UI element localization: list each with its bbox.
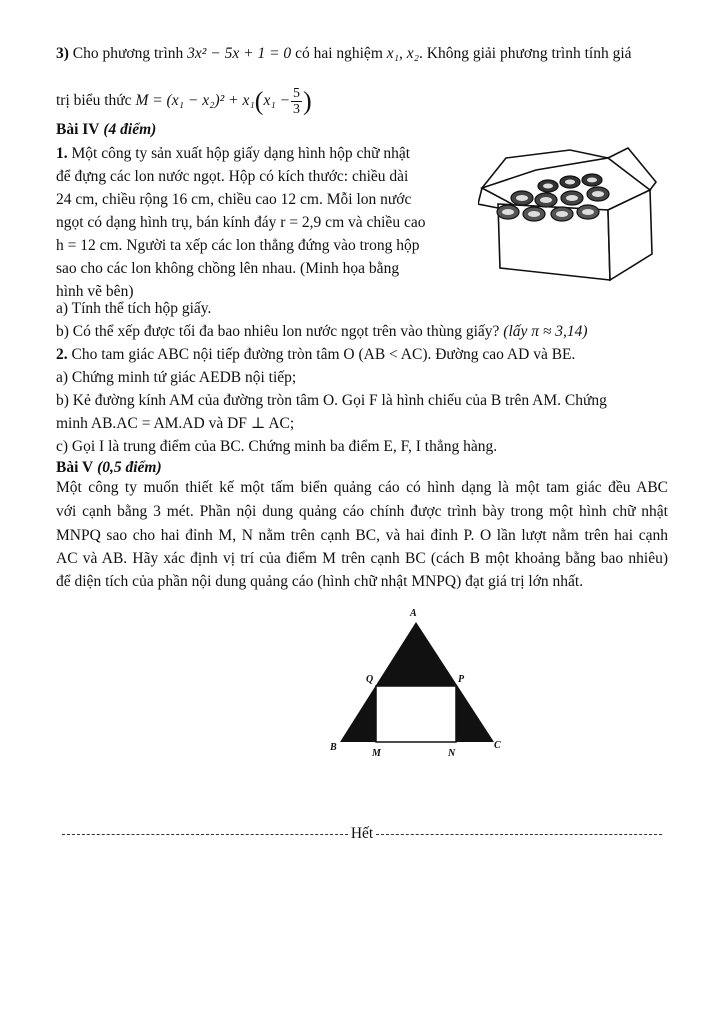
bai4-p1-line-6: hình vẽ bên): [56, 283, 134, 300]
q3-text-4: trị biểu thức: [56, 92, 136, 110]
bai4-b1: [56, 322, 588, 342]
label-m: M: [372, 748, 381, 759]
q3-text-2: có hai nghiệm: [291, 45, 387, 62]
bai4-p1-line-3: ngọt có dạng hình trụ, bán kính đáy r = 2,9 cm và chiều cao: [56, 214, 426, 231]
q3-text-3: . Không giải phương trình tính giá: [419, 45, 632, 62]
bai4-p1-line-0: [56, 144, 410, 164]
q3-expression-a: M = (x₁ − x₂)² + x₁: [135, 92, 255, 110]
bai5-line-2: MNPQ sao cho hai đỉnh M, N nằm trên cạnh BC, và hai đỉnh P. O lần lượt nằm trên hai cạnh: [56, 527, 668, 544]
end-marker: [62, 824, 662, 844]
label-n: N: [448, 748, 456, 759]
q3-line-2: trị biểu thức M = (x₁ − x₂)² + x₁(x₁ − $\frac{5}{3}$ ): [56, 86, 312, 117]
q3-fraction-num: 5: [293, 86, 301, 101]
bai5-line-1: với cạnh bằng 3 mét. Phần nội dung quảng cáo chính được trình bày trong một hình chữ nhật: [56, 503, 668, 520]
bai5-line-0: Một công ty muốn thiết kế một tấm biển quảng cáo có hình dạng là một tam giác đều ABC: [56, 479, 668, 496]
bai4-a1: a) Tính thể tích hộp giấy.: [56, 300, 212, 317]
bai4-p1-line-2: 24 cm, chiều rộng 16 cm, chiều cao 12 cm. Mỗi lon nước: [56, 191, 412, 208]
rectangle-mnpq: [376, 686, 456, 742]
dashed-line-right: [376, 834, 662, 835]
bai4-p1-line-4: h = 12 cm. Người ta xếp các lon thẳng đứng vào trong hộp: [56, 237, 420, 254]
q3-expression-b: x₁ −: [263, 92, 291, 110]
q3-number: 3): [56, 45, 69, 62]
bai4-a2: a) Chứng minh tứ giác AEDB nội tiếp;: [56, 369, 297, 386]
bai4-title: Bài IV: [56, 121, 100, 138]
bai4-heading: [56, 120, 156, 140]
bai5-line-3: AC và AB. Hãy xác định vị trí của điểm M trên cạnh BC (cách B một khoảng bằng bao nhiêu): [56, 550, 668, 567]
bai4-b2-line-1: b) Kẻ đường kính AM của đường tròn tâm O. Gọi F là hình chiếu của B trên AM. Chứng: [56, 392, 607, 409]
bai4-b1-note: (lấy π ≈ 3,14): [503, 323, 588, 340]
triangle-abc-figure: [318, 602, 518, 764]
q3-equation: 3x² − 5x + 1 = 0: [187, 45, 292, 62]
bai4-b2-line-2: minh AB.AC = AM.AD và DF ⊥ AC;: [56, 415, 295, 432]
q3-fraction: [291, 86, 302, 117]
bai4-p1-line-1: để đựng các lon nước ngọt. Hộp có kích thước: chiều dài: [56, 168, 409, 185]
q3-text-1: Cho phương trình: [68, 45, 188, 62]
label-c: C: [494, 740, 501, 751]
bai4-p2-text: Cho tam giác ABC nội tiếp đường tròn tâm O (AB < AC). Đường cao AD và BE.: [67, 346, 576, 363]
bai5-points: (0,5 điểm): [97, 459, 162, 476]
bai5-title: Bài V: [56, 459, 94, 476]
label-b: B: [330, 742, 337, 753]
bai4-p2-number: 2.: [56, 346, 68, 363]
box-of-cans-illustration: [478, 146, 658, 282]
label-p: P: [458, 674, 465, 685]
bai4-p1-line-5: sao cho các lon không chồng lên nhau. (Minh họa bằng: [56, 260, 400, 277]
q3-line-1: [56, 44, 632, 64]
bai4-points: (4 điểm): [103, 121, 157, 138]
q3-fraction-den: 3: [293, 102, 301, 117]
label-a: A: [410, 608, 417, 619]
label-q: Q: [366, 674, 374, 685]
bai4-p1-number: 1.: [56, 145, 68, 162]
bai4-p2: [56, 345, 575, 365]
dashed-line-left: [62, 834, 348, 835]
bai4-b1-text: b) Có thể xếp được tối đa bao nhiêu lon nước ngọt trên vào thùng giấy?: [56, 323, 504, 340]
q3-roots: x₁, x₂: [386, 45, 420, 62]
bai4-p1-text-0: Một công ty sản xuất hộp giấy dạng hình hộp chữ nhật: [67, 145, 411, 162]
end-text: Hết: [350, 825, 374, 842]
bai5-heading: [56, 458, 162, 478]
bai4-c2: c) Gọi I là trung điểm của BC. Chứng minh ba điểm E, F, I thẳng hàng.: [56, 438, 498, 455]
bai5-line-4: để diện tích của phần nội dung quảng cáo (hình chữ nhật MNPQ) đạt giá trị lớn nhất.: [56, 573, 584, 590]
